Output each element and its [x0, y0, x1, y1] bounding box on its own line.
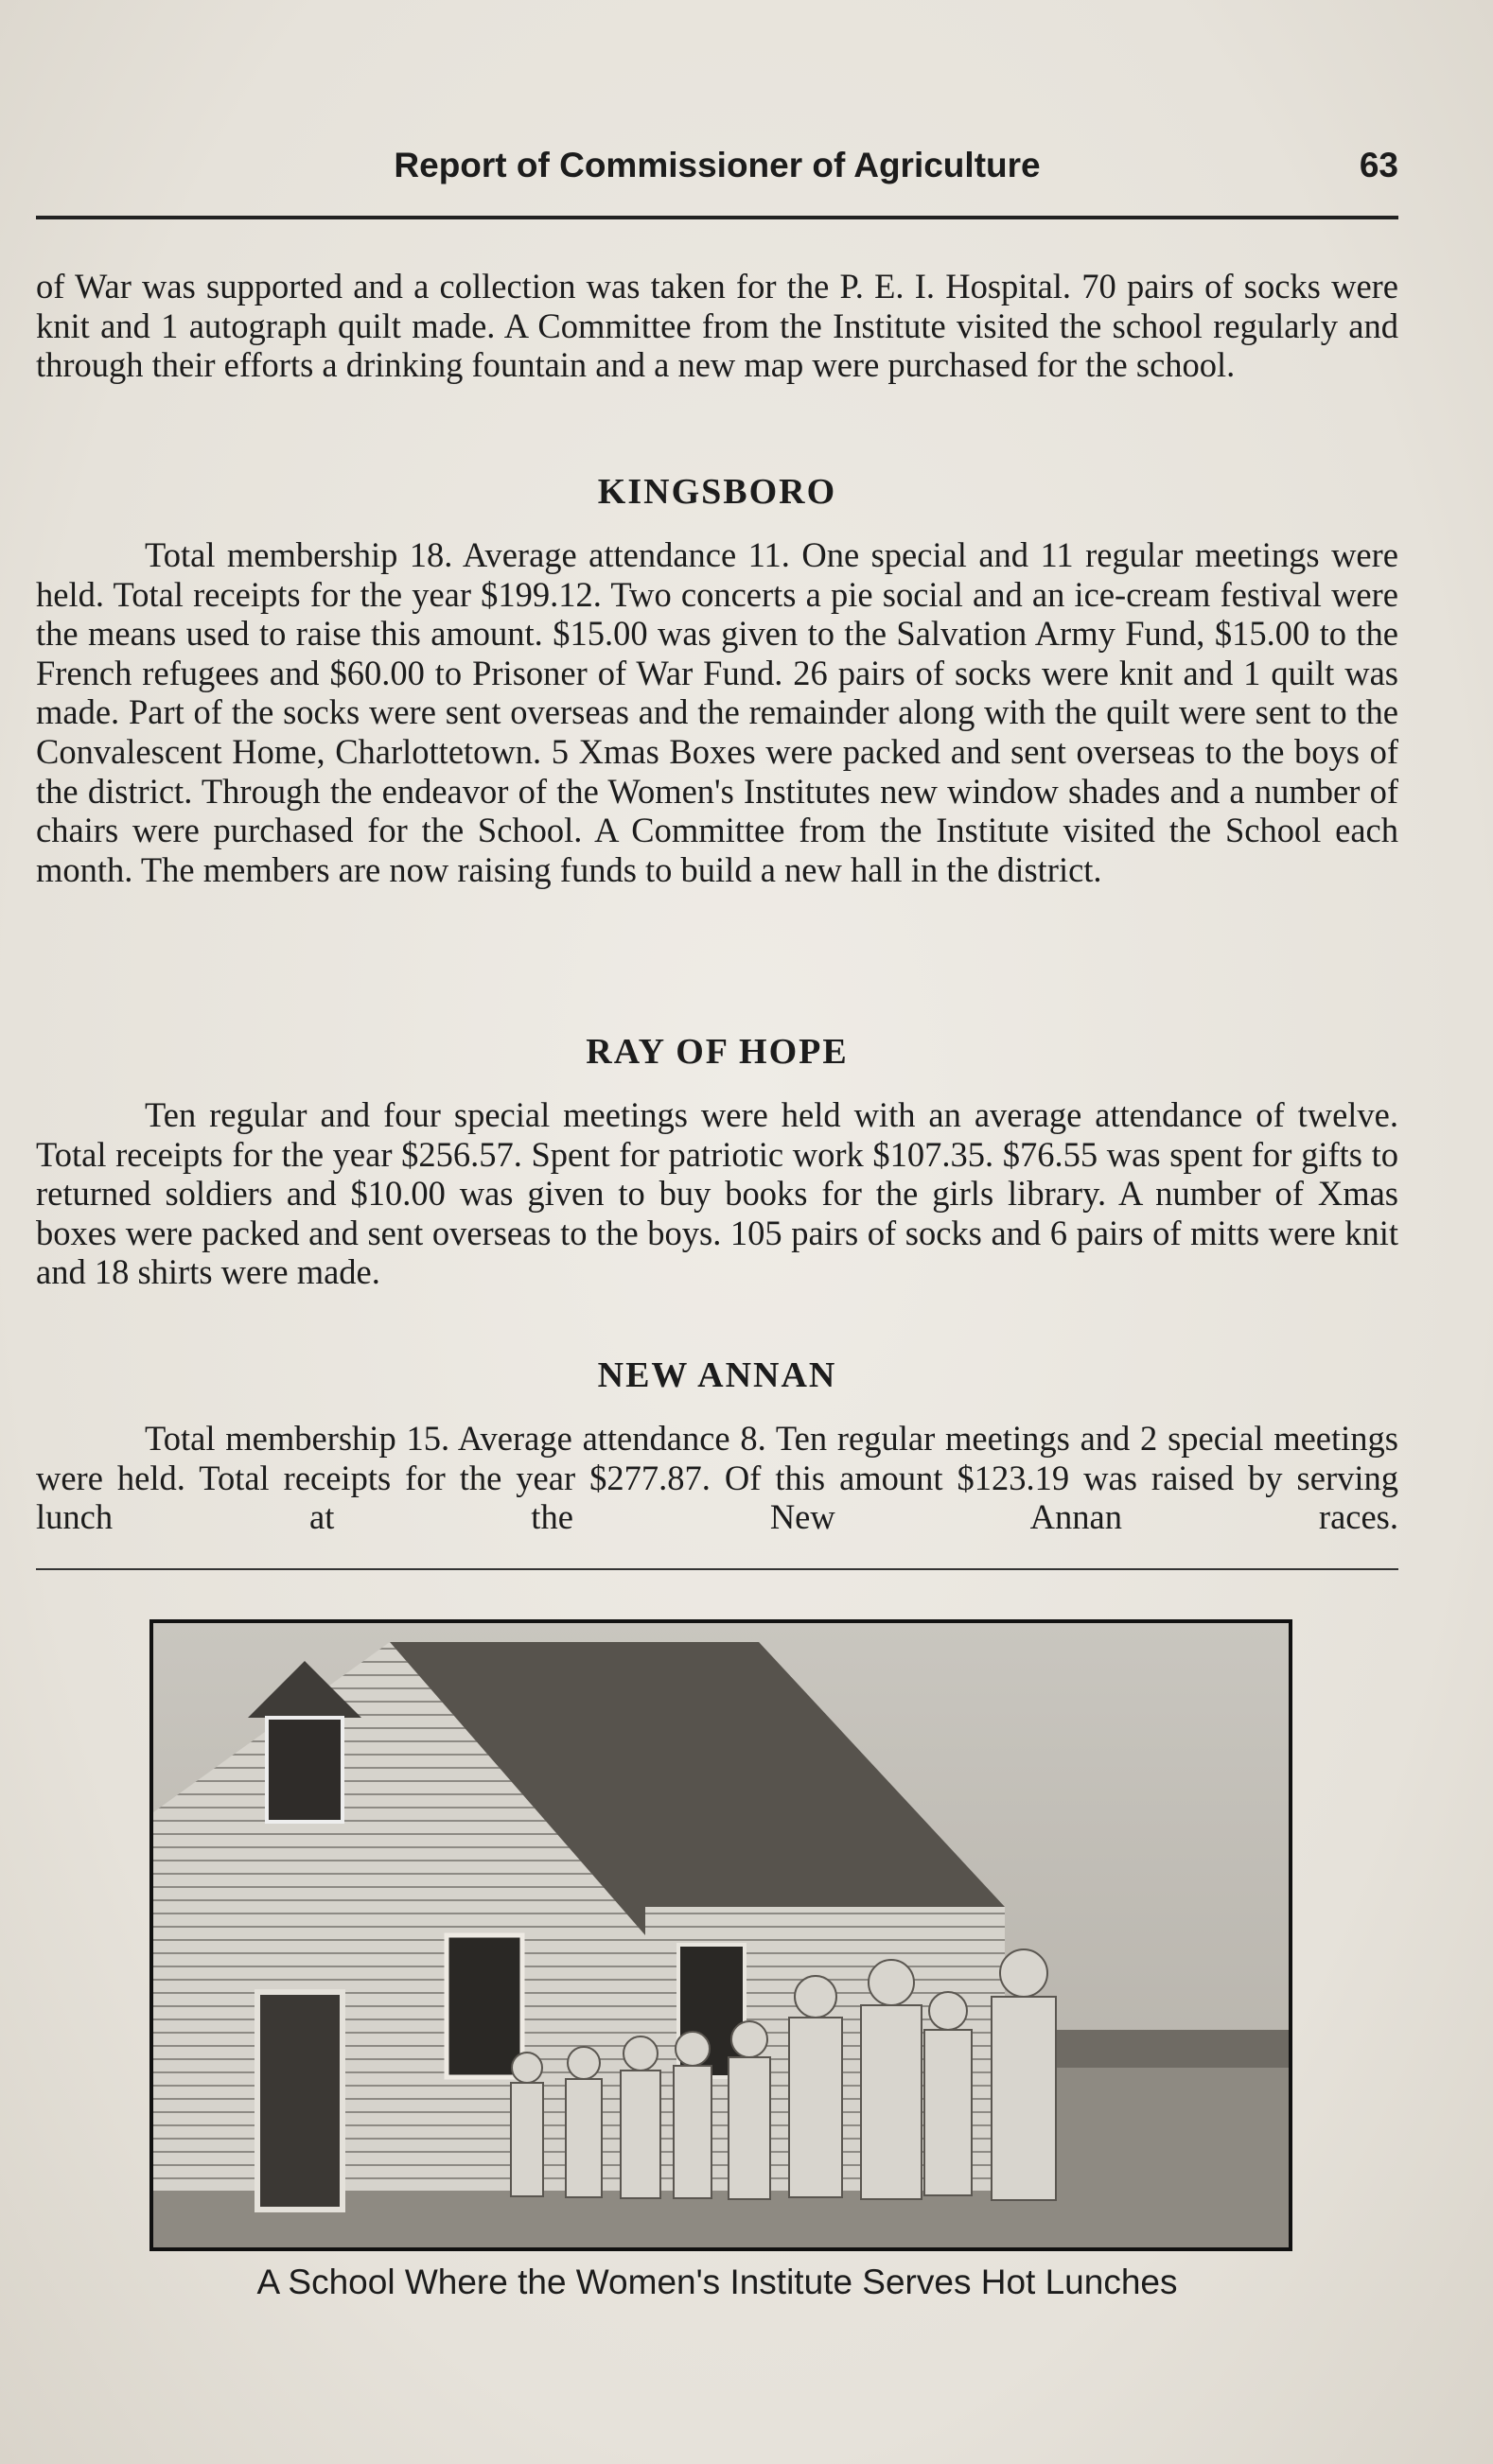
- front-window: [447, 1935, 522, 2077]
- school-photo-illustration: [153, 1623, 1289, 2247]
- section-heading-kingsboro: KINGSBORO: [597, 472, 837, 512]
- header-rule: [36, 216, 1398, 219]
- page-header: [36, 140, 1398, 197]
- section-rule: [36, 1568, 1398, 1570]
- school-door: [257, 1992, 343, 2210]
- page-number: 63: [1359, 146, 1398, 184]
- section-body-ray-of-hope: Ten regular and four special meetings were held with an average attendance of twelve. Total receipts for the year $256.57. Spent for patriotic work $107.35. $76.55 was spent for gifts to returned soldiers and $10.00 was given to buy books for the girls library. A number of Xmas boxes were packed and sent overseas to the boys. 105 pairs of socks and 6 pairs of mitts were knit and 18 shirts were made.: [36, 1095, 1398, 1292]
- section-heading-new-annan: NEW ANNAN: [597, 1355, 837, 1395]
- section-body-kingsboro: Total membership 18. Average attendance 11. One special and 11 regular meetings were held. Total receipts for the year $199.12. Two concerts a pie social and an ice-cream festival were the means used to raise this amount. $15.00 was given to the Salvation Army Fund, $15.00 to the French refugees and $60.00 to Prisoner of War Fund. 26 pairs of socks were knit and 1 quilt was made. Part of the socks were sent overseas and the remainder along with the quilt were sent to the Convalescent Home, Charlottetown. 5 Xmas Boxes were packed and sent overseas to the boys of the district. Through the endeavor of the Women's Institutes new window shades and a number of chairs were purchased for the School. A Committee from the Institute visited the School each month. The members are now raising funds to build a new hall in the district.: [36, 535, 1398, 889]
- photo-caption: A School Where the Women's Institute Serves Hot Lunches: [256, 2263, 1178, 2301]
- section-heading-ray-of-hope: RAY OF HOPE: [586, 1032, 849, 1072]
- section-body-new-annan: Total membership 15. Average attendance 8. Ten regular meetings and 2 special meetings were held. Total receipts for the year $277.87. Of this amount $123.19 was raised by serving lunch at the New Annan races.: [36, 1419, 1398, 1537]
- school-photo: [149, 1619, 1292, 2251]
- intro-paragraph: of War was supported and a collection was taken for the P. E. I. Hospital. 70 pairs of socks were knit and 1 autograph quilt made. A Committee from the Institute visited the school regularly and through their efforts a drinking fountain and a new map were purchased for the school.: [36, 267, 1398, 385]
- running-head: Report of Commissioner of Agriculture: [394, 146, 1041, 184]
- dormer-window: [267, 1718, 343, 1822]
